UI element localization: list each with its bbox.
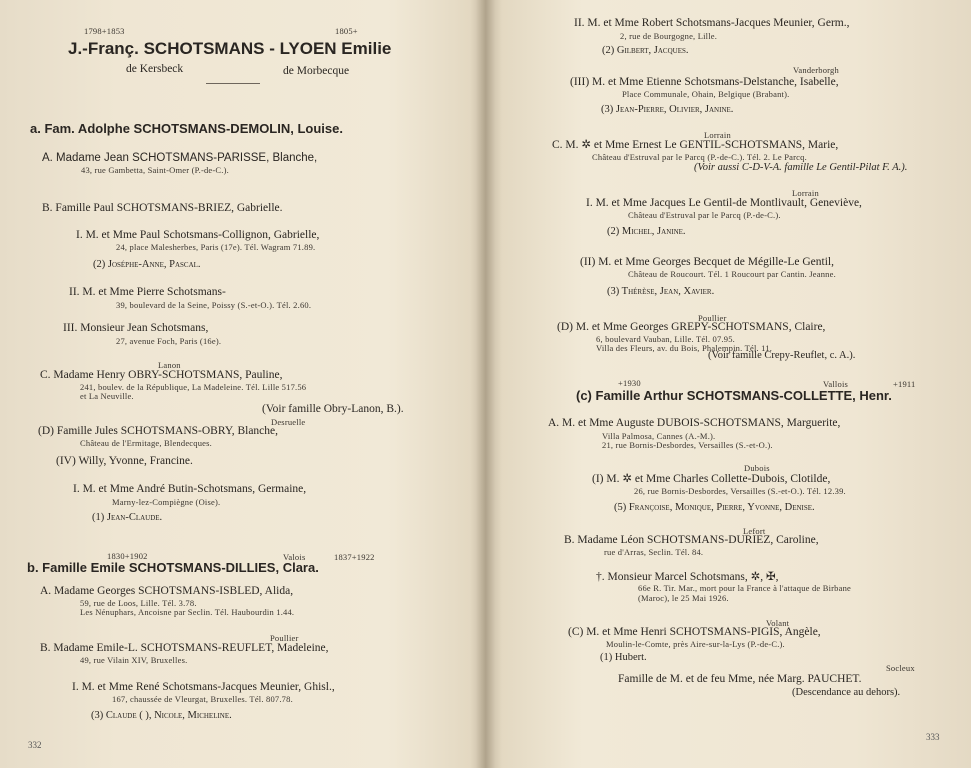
entry-c-A: A. M. et Mme Auguste DUBOIS-SCHOTSMANS, Marguerite,	[548, 417, 841, 429]
entry-r-D-address2: Villa des Fleurs, av. du Bois, Phalempin. Tél. 11.	[596, 343, 773, 353]
section-b-dates-mid: Valois	[283, 552, 306, 562]
entry-r-D-see-also: (Voir famille Crepy-Reuflet, c. A.).	[708, 350, 856, 361]
entry-c-marcel: †. Monsieur Marcel Schotsmans, ✲, ✠,	[596, 571, 779, 583]
entry-r-III: (III) M. et Mme Etienne Schotsmans-Delstanche, Isabelle,	[570, 76, 839, 88]
entry-b-B-I-address: 167, chaussée de Vleurgat, Bruxelles. Tél. 807.78.	[112, 694, 293, 704]
entry-c-I: (I) M. ✲ et Mme Charles Collette-Dubois, Clotilde,	[592, 473, 831, 485]
entry-c-F-note: (Descendance au dehors).	[792, 687, 901, 698]
founder-title: J.-Franç. SCHOTSMANS - LYOEN Emilie	[68, 39, 392, 58]
right-page	[486, 0, 971, 768]
entry-r-C: C. M. ✲ et Mme Ernest Le GENTIL-SCHOTSMANS, Marie,	[552, 139, 839, 151]
entry-a-B-I: I. M. et Mme Paul Schotsmans-Collignon, Gabrielle,	[76, 229, 320, 241]
entry-r-II-address: 2, rue de Bourgogne, Lille.	[620, 31, 718, 41]
section-a-heading: a. Fam. Adolphe SCHOTSMANS-DEMOLIN, Louise.	[30, 121, 343, 136]
section-b-dates-left: 1830+1902	[107, 551, 148, 561]
entry-b-A-address2: Les Nénuphars, Ancoisne par Seclin. Tél. Haubourdin 1.44.	[80, 607, 295, 617]
entry-a-D: (D) Famille Jules SCHOTSMANS-OBRY, Blanche,	[38, 425, 279, 437]
entry-c-B: B. Madame Léon SCHOTSMANS-DURIEZ, Caroline,	[564, 534, 819, 546]
section-c-heading: (c) Famille Arthur SCHOTSMANS-COLLETTE, Henr.	[576, 388, 892, 403]
entry-r-II-b-children: (3) Thérèse, Jean, Xavier.	[607, 286, 715, 297]
entry-r-I-children: (2) Michel, Janine.	[607, 226, 686, 237]
entry-r-II: II. M. et Mme Robert Schotsmans-Jacques Meunier, Germ.,	[574, 17, 850, 29]
founder-origin-left: de Kersbeck	[126, 63, 184, 75]
entry-c-A-address: Villa Palmosa, Cannes (A.-M.).	[602, 431, 716, 441]
entry-r-C-maiden-note: Lorrain	[704, 130, 731, 140]
entry-c-I-address: 26, rue Bornis-Desbordes, Versailles (S.-et-O.). Tél. 12.39.	[634, 486, 846, 496]
entry-b-A: A. Madame Georges SCHOTSMANS-ISBLED, Alida,	[40, 585, 294, 597]
entry-c-marcel-detail2: (Maroc), le 25 Mai 1926.	[638, 593, 729, 603]
entry-r-D-maiden-note: Poullier	[698, 313, 727, 323]
entry-r-I-address: Château d'Estruval par le Parcq (P.-de-C.).	[628, 210, 781, 220]
section-c-dates-left: +1930	[618, 378, 641, 388]
section-c-dates-right: +1911	[893, 379, 916, 389]
entry-a-C-address: 241, boulev. de la République, La Madeleine. Tél. Lille 517.56	[80, 382, 307, 392]
founder-dates-left: 1798+1853	[84, 26, 125, 36]
entry-c-C-children: (1) Hubert.	[600, 652, 647, 663]
entry-a-C: C. Madame Henry OBRY-SCHOTSMANS, Pauline,	[40, 369, 283, 381]
founder-origin-right: de Morbecque	[283, 65, 350, 77]
entry-r-D-address: 6, boulevard Vauban, Lille. Tél. 07.95.	[596, 334, 735, 344]
entry-a-C-see-also: (Voir famille Obry-Lanon, B.).	[262, 403, 404, 415]
entry-a-D-IV: (IV) Willy, Yvonne, Francine.	[56, 455, 193, 467]
entry-r-D: (D) M. et Mme Georges GREPY-SCHOTSMANS, Claire,	[557, 321, 826, 333]
entry-r-II-children: (2) Gilbert, Jacques.	[602, 45, 689, 56]
entry-c-I-maiden-note: Dubois	[744, 463, 770, 473]
entry-r-II-b: (II) M. et Mme Georges Becquet de Mégille-Le Gentil,	[580, 256, 834, 268]
entry-a-C-maiden-note: Lanon	[158, 360, 181, 370]
left-page	[0, 0, 485, 768]
entry-b-B-I: I. M. et Mme René Schotsmans-Jacques Meunier, Ghisl.,	[72, 681, 335, 693]
entry-b-B-I-children: (3) Claude ( ), Nicole, Micheline.	[91, 710, 232, 721]
entry-c-B-maiden-note: Lefort	[743, 526, 766, 536]
entry-r-III-address: Place Communale, Ohain, Belgique (Brabant).	[622, 89, 790, 99]
entry-c-C-maiden-note: Volant	[766, 618, 790, 628]
entry-a-B: B. Famille Paul SCHOTSMANS-BRIEZ, Gabrielle.	[42, 202, 283, 214]
entry-c-F-maiden-note: Socleux	[886, 663, 915, 673]
entry-c-I-children: (5) Françoise, Monique, Pierre, Yvonne, Denise.	[614, 502, 815, 513]
entry-a-B-III: III. Monsieur Jean Schotsmans,	[63, 322, 209, 334]
entry-r-II-b-address: Château de Roucourt. Tél. 1 Roucourt par Cantin. Jeanne.	[628, 269, 836, 279]
header-rule	[206, 83, 260, 84]
entry-a-B-II: II. M. et Mme Pierre Schotsmans-	[69, 286, 226, 298]
entry-b-B-address: 49, rue Vilain XIV, Bruxelles.	[80, 655, 188, 665]
entry-r-III-maiden-note: Vanderborgh	[793, 65, 839, 75]
entry-a-D-address: Château de l'Ermitage, Blendecques.	[80, 438, 212, 448]
entry-a-D-I-children: (1) Jean-Claude.	[92, 512, 163, 523]
entry-a-A: A. Madame Jean SCHOTSMANS-PARISSE, Blanche,	[42, 152, 318, 164]
founder-dates-right: 1805+	[335, 26, 358, 36]
entry-a-B-I-children: (2) Joséphe-Anne, Pascal.	[93, 259, 201, 270]
entry-c-F: Famille de M. et de feu Mme, née Marg. PAUCHET.	[618, 673, 862, 685]
section-b-dates-right: 1837+1922	[334, 552, 375, 562]
entry-a-D-maiden-note: Desruelle	[271, 417, 306, 427]
entry-b-B: B. Madame Emile-L. SCHOTSMANS-REUFLET, Madeleine,	[40, 642, 329, 654]
entry-r-C-see-also: (Voir aussi C-D-V-A. famille Le Gentil-Pilat F. A.).	[694, 162, 908, 173]
entry-c-C-address: Moulin-le-Comte, près Aire-sur-la-Lys (P.-de-C.).	[606, 639, 785, 649]
page-number-right: 333	[926, 732, 940, 742]
entry-c-marcel-detail: 66e R. Tir. Mar., mort pour la France à l'attaque de Birbane	[638, 583, 852, 593]
section-b-heading: b. Famille Emile SCHOTSMANS-DILLIES, Clara.	[27, 560, 319, 575]
entry-a-B-I-address: 24, place Malesherbes, Paris (17e). Tél. Wagram 71.89.	[116, 242, 316, 252]
entry-a-B-II-address: 39, boulevard de la Seine, Poissy (S.-et-O.). Tél. 2.60.	[116, 300, 312, 310]
entry-r-I-maiden-note: Lorrain	[792, 188, 819, 198]
entry-c-A-address2: 21, rue Bornis-Desbordes, Versailles (S.-et-O.).	[602, 440, 773, 450]
entry-a-A-address: 43, rue Gambetta, Saint-Omer (P.-de-C.).	[81, 165, 229, 175]
entry-a-D-I: I. M. et Mme André Butin-Schotsmans, Germaine,	[73, 483, 307, 495]
entry-a-D-I-address: Marny-lez-Compiègne (Oise).	[112, 497, 221, 507]
entry-b-B-maiden-note: Poullier	[270, 633, 299, 643]
entry-b-A-address: 59, rue de Loos, Lille. Tél. 3.78.	[80, 598, 197, 608]
entry-r-I: I. M. et Mme Jacques Le Gentil-de Montlivault, Geneviève,	[586, 197, 862, 209]
entry-c-C: (C) M. et Mme Henri SCHOTSMANS-PIGIS, Angèle,	[568, 626, 821, 638]
entry-c-B-address: rue d'Arras, Seclin. Tél. 84.	[604, 547, 704, 557]
section-c-dates-mid: Vallois	[823, 379, 849, 389]
entry-r-C-address: Château d'Estruval par le Parcq (P.-de-C.). Tél. 2. Le Parcq.	[592, 152, 807, 162]
entry-a-C-address2: et La Neuville.	[80, 391, 134, 401]
entry-r-III-children: (3) Jean-Pierre, Olivier, Janine.	[601, 104, 734, 115]
page-number-left: 332	[28, 740, 42, 750]
entry-a-B-III-address: 27, avenue Foch, Paris (16e).	[116, 336, 222, 346]
